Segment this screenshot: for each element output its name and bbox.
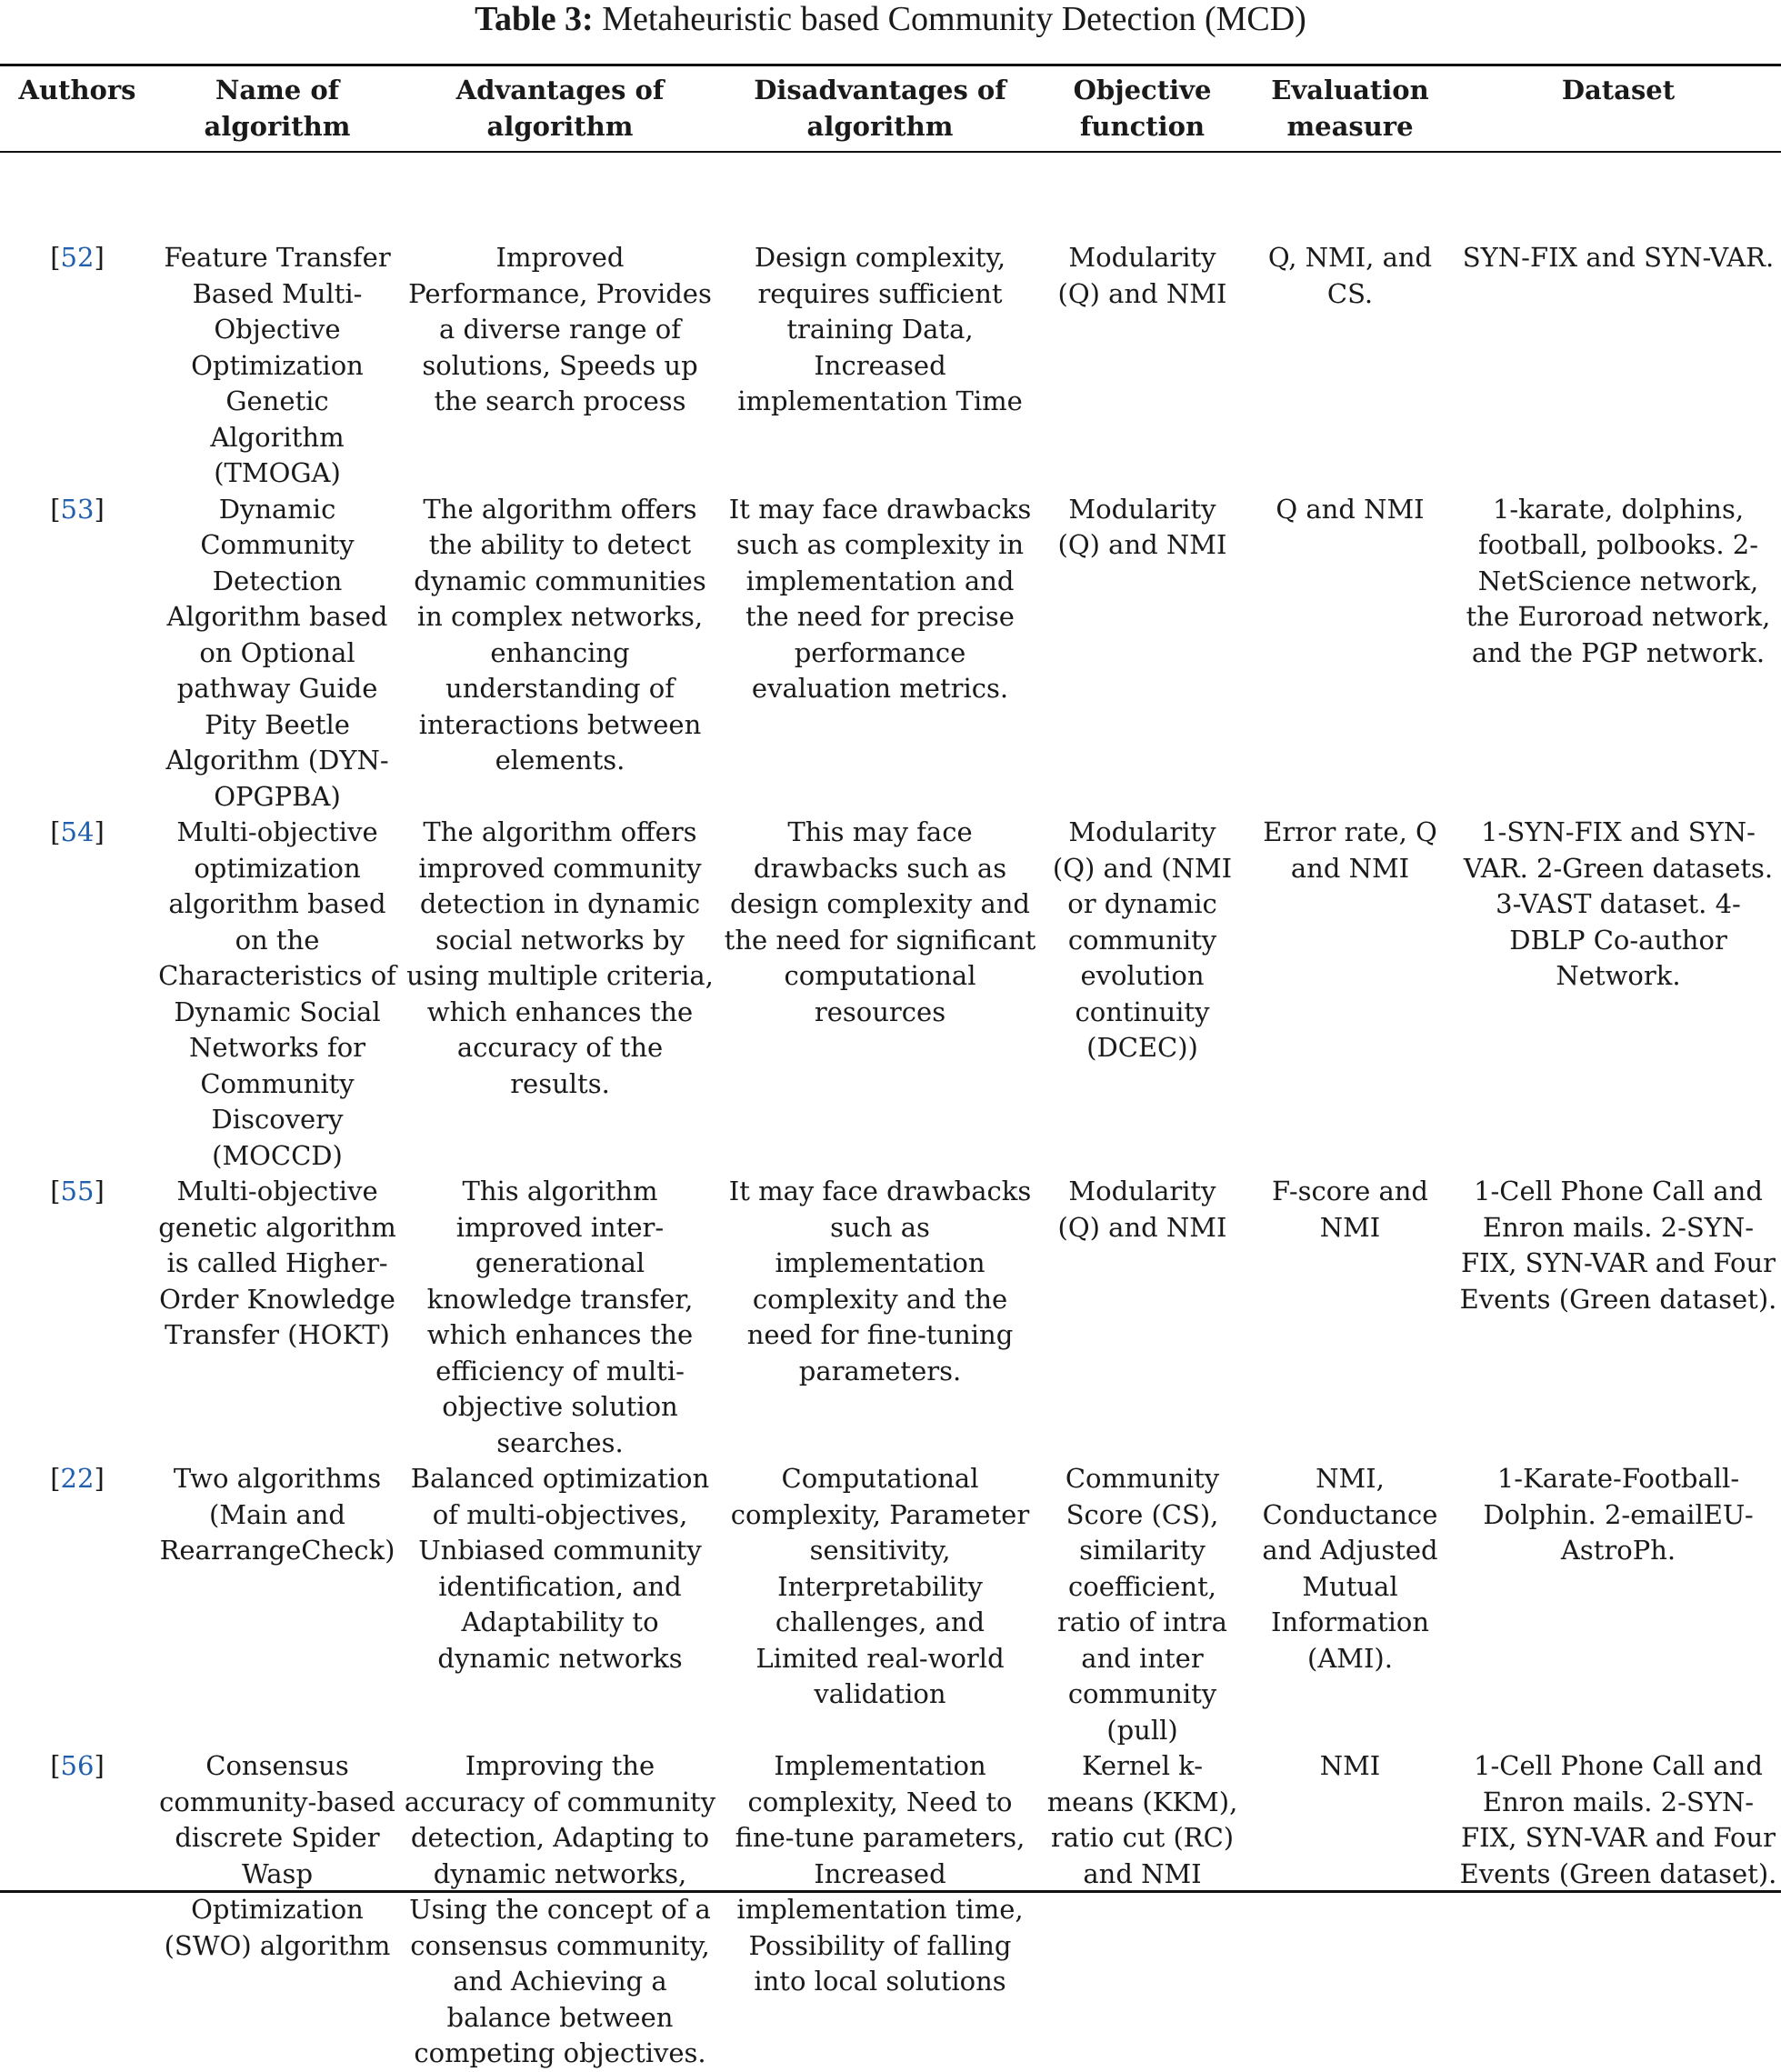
disadvantages-cell: Computational complexity, Parameter sensitivity, Interpretability challenges, and Limited real-world validation — [730, 1463, 1030, 1709]
column-header-name: Name of algorithm — [204, 75, 351, 142]
authors-cell: [53] — [50, 493, 105, 525]
reference-link[interactable]: 52 — [60, 242, 95, 273]
authors-cell: [56] — [50, 1750, 105, 1781]
algorithm-name-cell: Dynamic Community Detection Algorithm based on Optional pathway Guide Pity Beetle Algorithm (DYN-OPGPBA) — [165, 493, 389, 812]
authors-cell: [55] — [50, 1176, 105, 1206]
reference-link[interactable]: 54 — [60, 816, 95, 847]
objective-cell: Modularity (Q) and (NMI or dynamic community evolution continuity (DCEC)) — [1052, 816, 1233, 1063]
top-rule — [0, 64, 1781, 66]
disadvantages-cell: Design complexity, requires sufficient training Data, Increased implementation Time — [737, 242, 1023, 416]
disadvantages-cell: This may face drawbacks such as design complexity and the need for significant computational resources — [724, 816, 1036, 1027]
table-row — [0, 1461, 1781, 1748]
dataset-cell: 1-Cell Phone Call and Enron mails. 2-SYN-FIX, SYN-VAR and Four Events (Green dataset). — [1459, 1750, 1777, 1889]
reference-link[interactable]: 56 — [60, 1750, 95, 1781]
evaluation-cell: Q, NMI, and CS. — [1267, 242, 1433, 309]
dataset-cell: 1-Cell Phone Call and Enron mails. 2-SYN-FIX, SYN-VAR and Four Events (Green dataset). — [1459, 1176, 1777, 1315]
advantages-cell: Improving the accuracy of community detection, Adapting to dynamic networks, Using the concept of a consensus community, and Achieving a balance between competing objectives. — [404, 1750, 716, 2068]
table-caption-text: Metaheuristic based Community Detection (MCD) — [593, 0, 1306, 38]
reference-link[interactable]: 22 — [60, 1463, 95, 1494]
dataset-cell: 1-Karate-Football-Dolphin. 2-emailEU-AstroPh. — [1483, 1463, 1754, 1566]
table-row — [0, 815, 1781, 1174]
evaluation-cell: NMI, Conductance and Adjusted Mutual Information (AMI). — [1262, 1463, 1438, 1674]
evaluation-cell: Error rate, Q and NMI — [1263, 816, 1437, 884]
table-row — [0, 1748, 1781, 2072]
evaluation-cell: Q and NMI — [1276, 493, 1425, 525]
objective-cell: Modularity (Q) and NMI — [1057, 1176, 1227, 1243]
advantages-cell: This algorithm improved inter-generational knowledge transfer, which enhances the efficiency of multi-objective solution searches. — [426, 1176, 694, 1458]
dataset-cell: 1-karate, dolphins, football, polbooks. 2-NetScience network, the Euroroad network, and the PGP network. — [1466, 493, 1771, 668]
objective-cell: Kernel k-means (KKM), ratio cut (RC) and NMI — [1046, 1750, 1238, 1889]
reference-link[interactable]: 55 — [60, 1176, 95, 1206]
table-header-row — [0, 73, 1781, 152]
authors-cell: [52] — [50, 242, 105, 273]
column-header-authors: Authors — [18, 75, 136, 105]
algorithm-name-cell: Multi-objective optimization algorithm based on the Characteristics of Dynamic Social Networks for Community Discovery (MOCCD) — [158, 816, 396, 1171]
column-header-advantages: Advantages of algorithm — [455, 75, 665, 142]
algorithm-name-cell: Two algorithms (Main and RearrangeCheck) — [159, 1463, 395, 1566]
disadvantages-cell: It may face drawbacks such as implementation complexity and the need for fine-tuning parameters. — [728, 1176, 1032, 1386]
dataset-cell: SYN-FIX and SYN-VAR. — [1462, 242, 1775, 273]
evaluation-cell: F-score and NMI — [1272, 1176, 1428, 1243]
table-row — [0, 152, 1781, 492]
column-header-objective: Objective function — [1073, 75, 1212, 142]
advantages-cell: The algorithm offers improved community detection in dynamic social networks by using multiple criteria, which enhances the accuracy of the results. — [406, 816, 714, 1099]
authors-cell: [54] — [50, 816, 105, 847]
disadvantages-cell: It may face drawbacks such as complexity in implementation and the need for precise performance evaluation metrics. — [728, 493, 1032, 704]
column-header-disadvantages: Disadvantages of algorithm — [754, 75, 1006, 142]
advantages-cell: Improved Performance, Provides a diverse range of solutions, Speeds up the search process — [408, 242, 712, 416]
column-header-dataset: Dataset — [1561, 75, 1676, 105]
objective-cell: Community Score (CS), similarity coefficient, ratio of intra and inter community (pull) — [1057, 1463, 1227, 1746]
mcd-table — [0, 73, 1781, 2072]
dataset-cell: 1-SYN-FIX and SYN-VAR. 2-Green datasets. 3-VAST dataset. 4-DBLP Co-author Network. — [1463, 816, 1774, 991]
table-row — [0, 1174, 1781, 1461]
advantages-cell: Balanced optimization of multi-objectives, Unbiased community identification, and Adaptability to dynamic networks — [410, 1463, 710, 1674]
table-caption-label: Table 3: — [475, 0, 594, 38]
disadvantages-cell: Implementation complexity, Need to fine-tune parameters, Increased implementation time, Possibility of falling into local solutions — [735, 1750, 1026, 1997]
objective-cell: Modularity (Q) and NMI — [1057, 242, 1227, 309]
evaluation-cell: NMI — [1319, 1750, 1381, 1781]
authors-cell: [22] — [50, 1463, 105, 1494]
column-header-evaluation: Evaluation measure — [1271, 75, 1429, 142]
table-caption — [0, 0, 1781, 38]
algorithm-name-cell: Feature Transfer Based Multi-Objective Optimization Genetic Algorithm (TMOGA) — [164, 242, 391, 488]
algorithm-name-cell: Multi-objective genetic algorithm is called Higher-Order Knowledge Transfer (HOKT) — [158, 1176, 396, 1350]
table-row — [0, 492, 1781, 816]
reference-link[interactable]: 53 — [60, 493, 95, 525]
objective-cell: Modularity (Q) and NMI — [1057, 493, 1227, 560]
algorithm-name-cell: Consensus community-based discrete Spider Wasp Optimization (SWO) algorithm — [159, 1750, 395, 1961]
advantages-cell: The algorithm offers the ability to detect dynamic communities in complex networks, enhancing understanding of interactions between elements. — [414, 493, 706, 776]
